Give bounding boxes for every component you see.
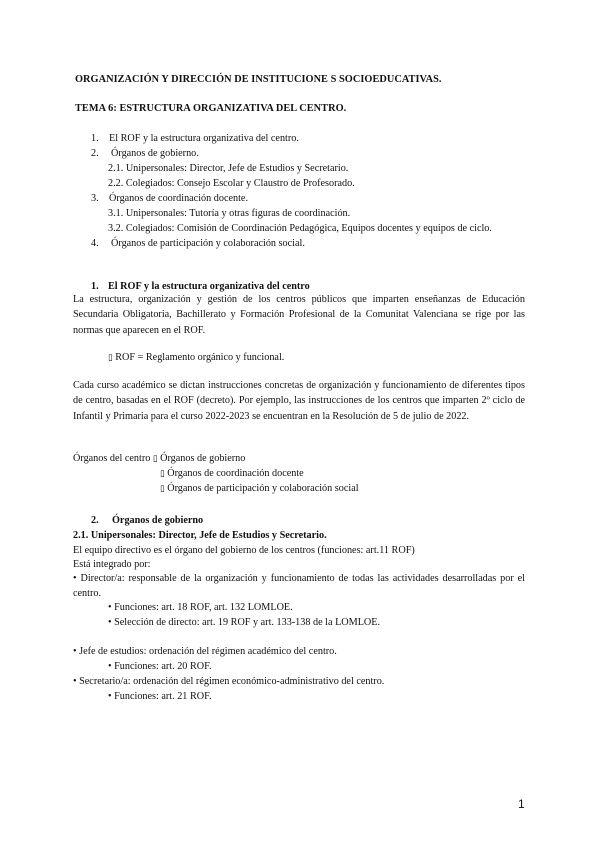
toc-num-2: 2. (91, 148, 99, 159)
organs-list-line-2 (160, 466, 304, 482)
section2-intro-1: El equipo directivo es el órgano del gobierno de los centros (funciones: art.11 ROF) (73, 545, 415, 556)
organ-coordination: Órganos de coordinación docente (167, 468, 304, 479)
organ-governance: Órganos de gobierno (160, 453, 246, 464)
section1-paragraph-1: La estructura, organización y gestión de los centros públicos que imparten enseñanzas de Educación Secundaria Obligatoria, Bachillerato y Formación Profesional de la Comunitat Valenciana se rige por las normas que aparecen en el ROF. (73, 294, 525, 336)
topic-title: TEMA 6: ESTRUCTURA ORGANIZATIVA DEL CENTRO. (75, 103, 347, 114)
section1-paragraph-2: Cada curso académico se dictan instrucciones concretas de organización y funcionamiento de diferentes tipos de centro, basadas en el ROF (decreto). Por ejemplo, las instrucciones de los centros que imparten 2º ciclo de Infantil y Primaria para el curso 2022-2023 se encuentran en la Resolución de 5 de julio de 2022. (73, 380, 525, 422)
organ-participation: Órganos de participación y colaboración social (167, 483, 359, 494)
rof-definition: ROF = Reglamento orgánico y funcional. (115, 352, 285, 363)
section2-intro-2: Está integrado por: (73, 559, 151, 570)
organs-list-line-3 (160, 481, 359, 497)
rof-definition-line (108, 350, 284, 366)
toc-num-1: 1. (91, 133, 99, 144)
toc-num-4: 4. (91, 238, 99, 249)
toc-num-3: 3. (91, 193, 99, 204)
secretario-funciones: • Funciones: art. 21 ROF. (108, 691, 212, 702)
organs-label: Órganos del centro (73, 453, 151, 464)
missing-glyph-icon: ▯ (108, 353, 113, 363)
toc-item-3-1: 3.1. Unipersonales: Tutoría y otras figuras de coordinación. (108, 208, 351, 219)
section1-num: 1. (91, 281, 99, 292)
course-title: ORGANIZACIÓN Y DIRECCIÓN DE INSTITUCIONE S SOCIOEDUCATIVAS. (75, 74, 442, 85)
toc-item-2-1: 2.1. Unipersonales: Director, Jefe de Estudios y Secretario. (108, 163, 349, 174)
section2-num: 2. (91, 515, 99, 526)
secretario-description: • Secretario/a: ordenación del régimen económico-administrativo del centro. (73, 676, 385, 687)
organs-list-line-1 (73, 451, 245, 467)
toc-item-2-2: 2.2. Colegiados: Consejo Escolar y Claustro de Profesorado. (108, 178, 355, 189)
section2-1-heading: 2.1. Unipersonales: Director, Jefe de Estudios y Secretario. (73, 530, 327, 541)
toc-item-2: Órganos de gobierno. (111, 148, 199, 159)
missing-glyph-icon: ▯ (160, 469, 165, 479)
missing-glyph-icon: ▯ (152, 454, 158, 464)
director-seleccion: • Selección de directo: art. 19 ROF y art. 133-138 de la LOMLOE. (108, 617, 381, 628)
toc-item-3-2: 3.2. Colegiados: Comisión de Coordinación Pedagógica, Equipos docentes y equipos de ciclo. (108, 223, 492, 234)
toc-item-1: El ROF y la estructura organizativa del centro. (109, 133, 299, 144)
jefe-description: • Jefe de estudios: ordenación del régimen académico del centro. (73, 646, 337, 657)
jefe-funciones: • Funciones: art. 20 ROF. (108, 661, 212, 672)
section2-heading: Órganos de gobierno (112, 515, 204, 526)
missing-glyph-icon: ▯ (160, 484, 165, 494)
director-description: • Director/a: responsable de la organización y funcionamiento de todas las actividades desarrolladas por el centro. (73, 573, 525, 600)
page-number: 1 (518, 797, 525, 811)
toc-item-3: Órganos de coordinación docente. (109, 193, 248, 204)
toc-item-4: Órganos de participación y colaboración social. (111, 238, 305, 249)
director-funciones: • Funciones: art. 18 ROF, art. 132 LOMLOE. (108, 602, 293, 613)
section1-heading: El ROF y la estructura organizativa del centro (108, 281, 310, 292)
